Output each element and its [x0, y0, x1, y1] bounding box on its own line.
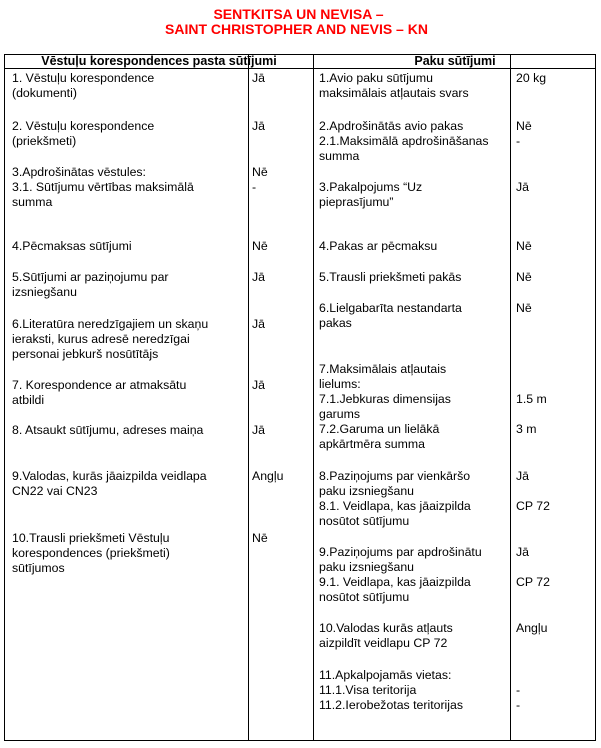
parcel-row-label: 4.Pakas ar pēcmaksu: [319, 239, 438, 253]
letter-row-value: Jā: [252, 119, 265, 133]
letter-row-value: Jā: [252, 71, 265, 85]
document-title-line1: SENTKITSA UN NEVISA –: [213, 6, 384, 22]
parcel-row-value: Nē: [516, 270, 532, 284]
letter-row-value: Jā: [252, 317, 265, 331]
letter-row-label: 5.Sūtījumi ar paziņojumu par izsniegšanu: [12, 270, 169, 299]
letter-row-value: Nē -: [252, 165, 268, 194]
letter-row-value: Angļu: [252, 469, 284, 483]
parcel-row-label: 6.Lielgabarīta nestandarta pakas: [319, 301, 462, 330]
document-title-line2: SAINT CHRISTOPHER AND NEVIS – KN: [165, 21, 428, 37]
letter-row-label: 1. Vēstuļu korespondence (dokumenti): [12, 71, 155, 100]
parcel-row-label: 7.Maksimālais atļautais lielums: 7.1.Jebkuras dimensijas garums 7.2.Garuma un lielākā apkārtmēra summa: [319, 362, 451, 451]
parcel-row-label: 8.Paziņojums par vienkāršo paku izsniegšanu 8.1. Veidlapa, kas jāaizpilda nosūtot sūtījumu: [319, 469, 471, 528]
parcel-row-value: Jā: [516, 180, 529, 194]
parcel-row-label: 9.Paziņojums par apdrošinātu paku izsniegšanu 9.1. Veidlapa, kas jāaizpilda nosūtot sūtījumu: [319, 545, 482, 604]
column-divider: [510, 55, 511, 740]
parcel-row-value: 1.5 m 3 m: [516, 392, 547, 436]
letter-row-label: 6.Literatūra neredzīgajiem un skaņu ieraksti, kurus adresē neredzīgai personai jebkurš nosūtītājs: [12, 317, 209, 361]
parcel-row-label: 11.Apkalpojamās vietas: 11.1.Visa teritorija 11.2.Ierobežotas teritorijas: [319, 668, 463, 712]
parcel-row-label: 1.Avio paku sūtījumu maksimālais atļautais svars: [319, 71, 469, 100]
letter-row-value: Jā: [252, 378, 265, 392]
parcel-row-value: Nē -: [516, 119, 532, 148]
parcel-row-value: Jā CP 72: [516, 545, 550, 589]
letter-row-label: 10.Trausli priekšmeti Vēstuļu korespondences (priekšmeti) sūtījumos: [12, 531, 170, 575]
letter-row-label: 8. Atsaukt sūtījumu, adreses maiņa: [12, 423, 204, 437]
parcel-row-value: Jā CP 72: [516, 469, 550, 513]
parcel-row-label: 3.Pakalpojums “Uz pieprasījumu”: [319, 180, 423, 209]
letter-post-header: Vēstuļu korespondences pasta sūtījumi: [41, 54, 277, 68]
letter-row-value: Nē: [252, 531, 268, 545]
parcels-header: Paku sūtījumi: [414, 54, 496, 68]
letter-row-label: 9.Valodas, kurās jāaizpilda veidlapa CN22 vai CN23: [12, 469, 207, 498]
letter-row-value: Jā: [252, 270, 265, 284]
letter-row-label: 3.Apdrošinātas vēstules: 3.1. Sūtījumu vērtības maksimālā summa: [12, 165, 194, 209]
letter-row-value: Jā: [252, 423, 265, 437]
parcel-row-value: - -: [516, 683, 521, 712]
letter-row-value: Nē: [252, 239, 268, 253]
letter-row-label: 4.Pēcmaksas sūtījumi: [12, 239, 132, 253]
letter-row-label: 7. Korespondence ar atmaksātu atbildi: [12, 378, 187, 407]
letter-row-label: 2. Vēstuļu korespondence (priekšmeti): [12, 119, 155, 148]
column-divider: [248, 55, 249, 740]
column-divider: [313, 55, 314, 740]
parcel-row-label: 5.Trausli priekšmeti pakās: [319, 270, 462, 284]
parcel-row-label: 2.Apdrošinātās avio pakas 2.1.Maksimālā apdrošināšanas summa: [319, 119, 489, 163]
parcel-row-value: 20 kg: [516, 71, 547, 85]
parcel-row-value: Nē: [516, 239, 532, 253]
services-table: [4, 54, 596, 741]
header-divider: [5, 68, 595, 69]
parcel-row-value: Nē: [516, 301, 532, 315]
parcel-row-value: Angļu: [516, 621, 548, 635]
parcel-row-label: 10.Valodas kurās atļauts aizpildīt veidlapu CP 72: [319, 621, 453, 650]
